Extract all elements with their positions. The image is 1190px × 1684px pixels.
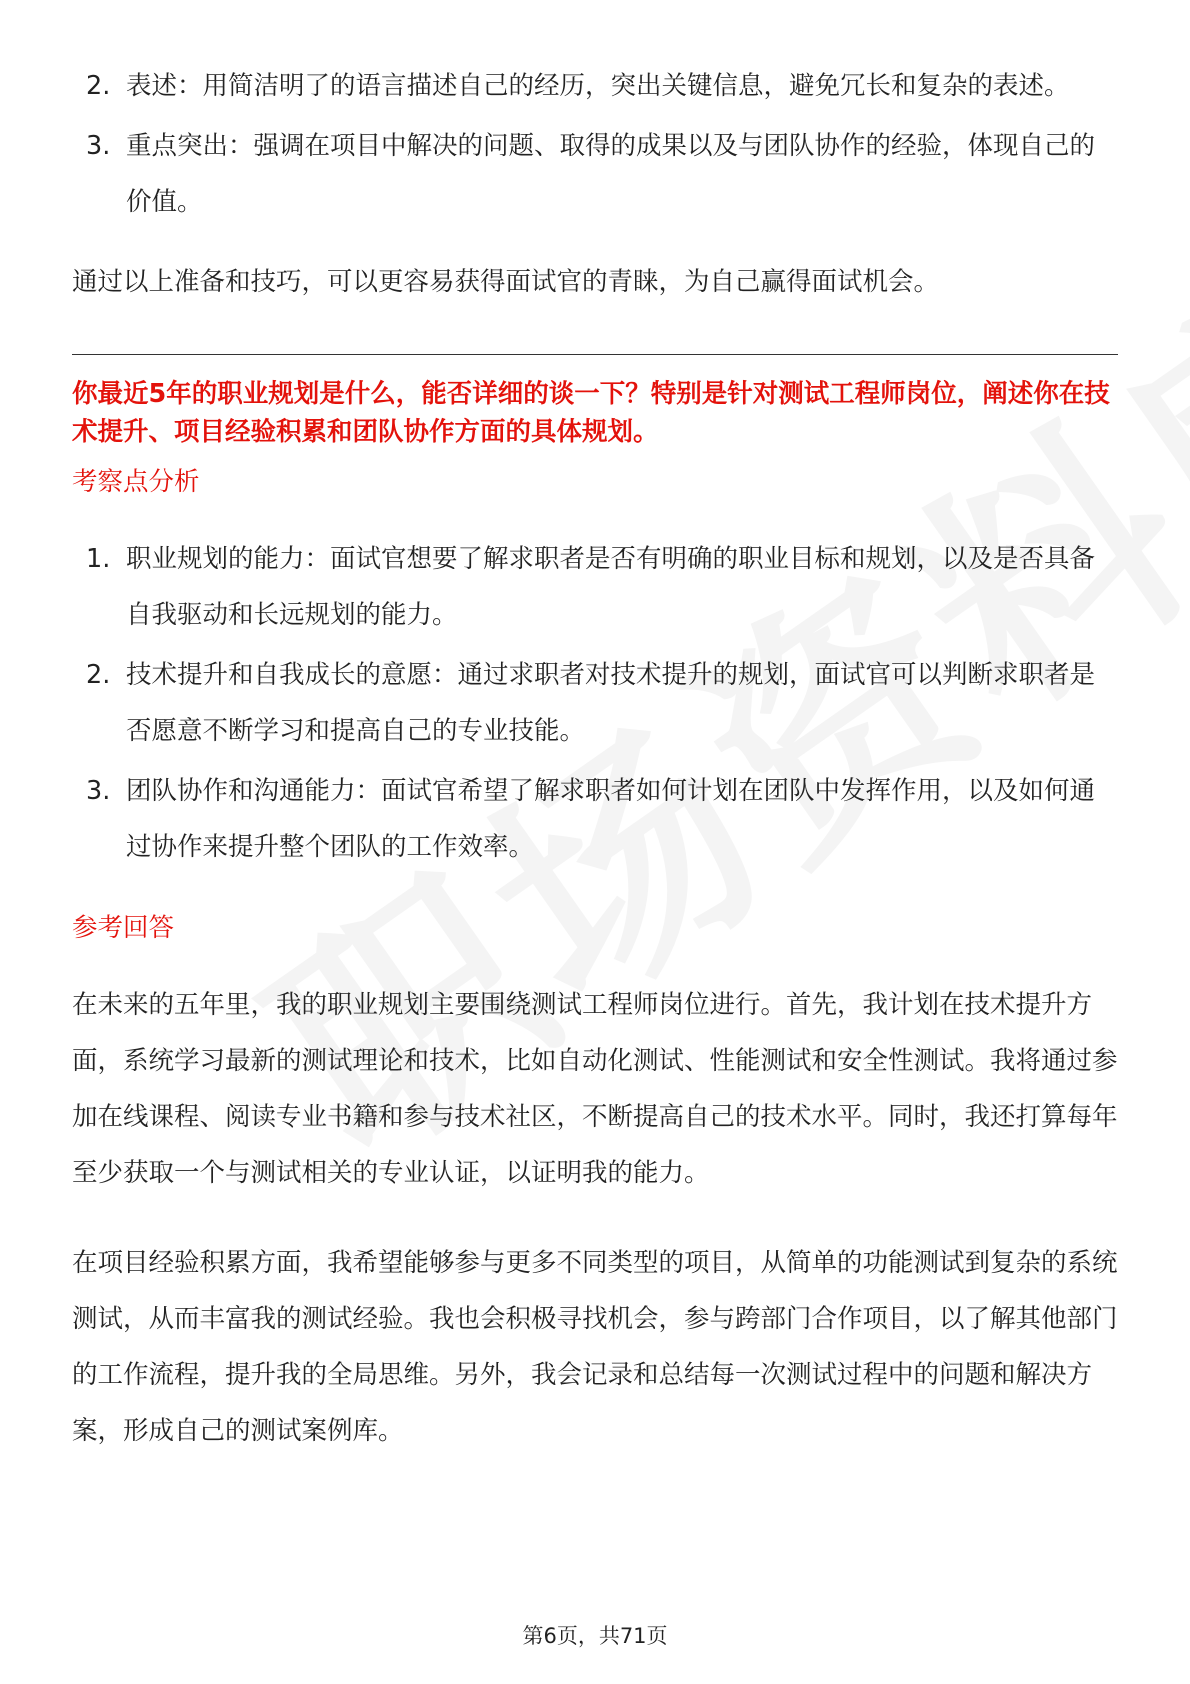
list-item (72, 118, 1118, 230)
list-item-text: 重点突出：强调在项目中解决的问题、取得的成果以及与团队协作的经验，体现自己的价值。 (126, 131, 1096, 217)
answer-paragraph: 在未来的五年里，我的职业规划主要围绕测试工程师岗位进行。首先，我计划在技术提升方面，系统学习最新的测试理论和技术，比如自动化测试、性能测试和安全性测试。我将通过参加在线课程、阅读专业书籍和参与技术社区，不断提高自己的技术水平。同时，我还打算每年至少获取一个与测试相关的专业认证，以证明我的能力。 (72, 990, 1118, 1188)
list-item-number: 3. (86, 131, 111, 161)
list-item-text: 技术提升和自我成长的意愿：通过求职者对技术提升的规划，面试官可以判断求职者是否愿意不断学习和提高自己的专业技能。 (126, 660, 1096, 746)
list-item-text: 表述：用简洁明了的语言描述自己的经历，突出关键信息，避免冗长和复杂的表述。 (126, 71, 1070, 101)
top-list (72, 58, 1118, 230)
list-item-number: 3. (86, 776, 111, 806)
question-heading: 你最近5年的职业规划是什么，能否详细的谈一下？特别是针对测试工程师岗位，阐述你在技术提升、项目经验积累和团队协作方面的具体规划。 (72, 379, 1110, 447)
page-content (72, 58, 1118, 1459)
answer-paragraph: 在项目经验积累方面，我希望能够参与更多不同类型的项目，从简单的功能测试到复杂的系统测试，从而丰富我的测试经验。我也会积极寻找机会，参与跨部门合作项目，以了解其他部门的工作流程，提升我的全局思维。另外，我会记录和总结每一次测试过程中的问题和解决方案，形成自己的测试案例库。 (72, 1248, 1118, 1446)
list-item-text: 职业规划的能力：面试官想要了解求职者是否有明确的职业目标和规划，以及是否具备自我驱动和长远规划的能力。 (126, 544, 1096, 630)
list-item-number: 1. (86, 544, 111, 574)
list-item (72, 58, 1118, 114)
answer-title: 参考回答 (72, 913, 175, 943)
list-item (72, 647, 1118, 759)
list-item-text: 团队协作和沟通能力：面试官希望了解求职者如何计划在团队中发挥作用，以及如何通过协作来提升整个团队的工作效率。 (126, 776, 1096, 862)
analysis-title: 考察点分析 (72, 467, 200, 497)
list-item (72, 763, 1118, 875)
list-item (72, 531, 1118, 643)
closing-paragraph: 通过以上准备和技巧，可以更容易获得面试官的青睐，为自己赢得面试机会。 (72, 267, 940, 297)
list-item-number: 2. (86, 71, 111, 101)
page-footer: 第6页，共71页 (522, 1624, 668, 1648)
section-divider (72, 354, 1118, 355)
analysis-list (72, 531, 1118, 875)
list-item-number: 2. (86, 660, 111, 690)
